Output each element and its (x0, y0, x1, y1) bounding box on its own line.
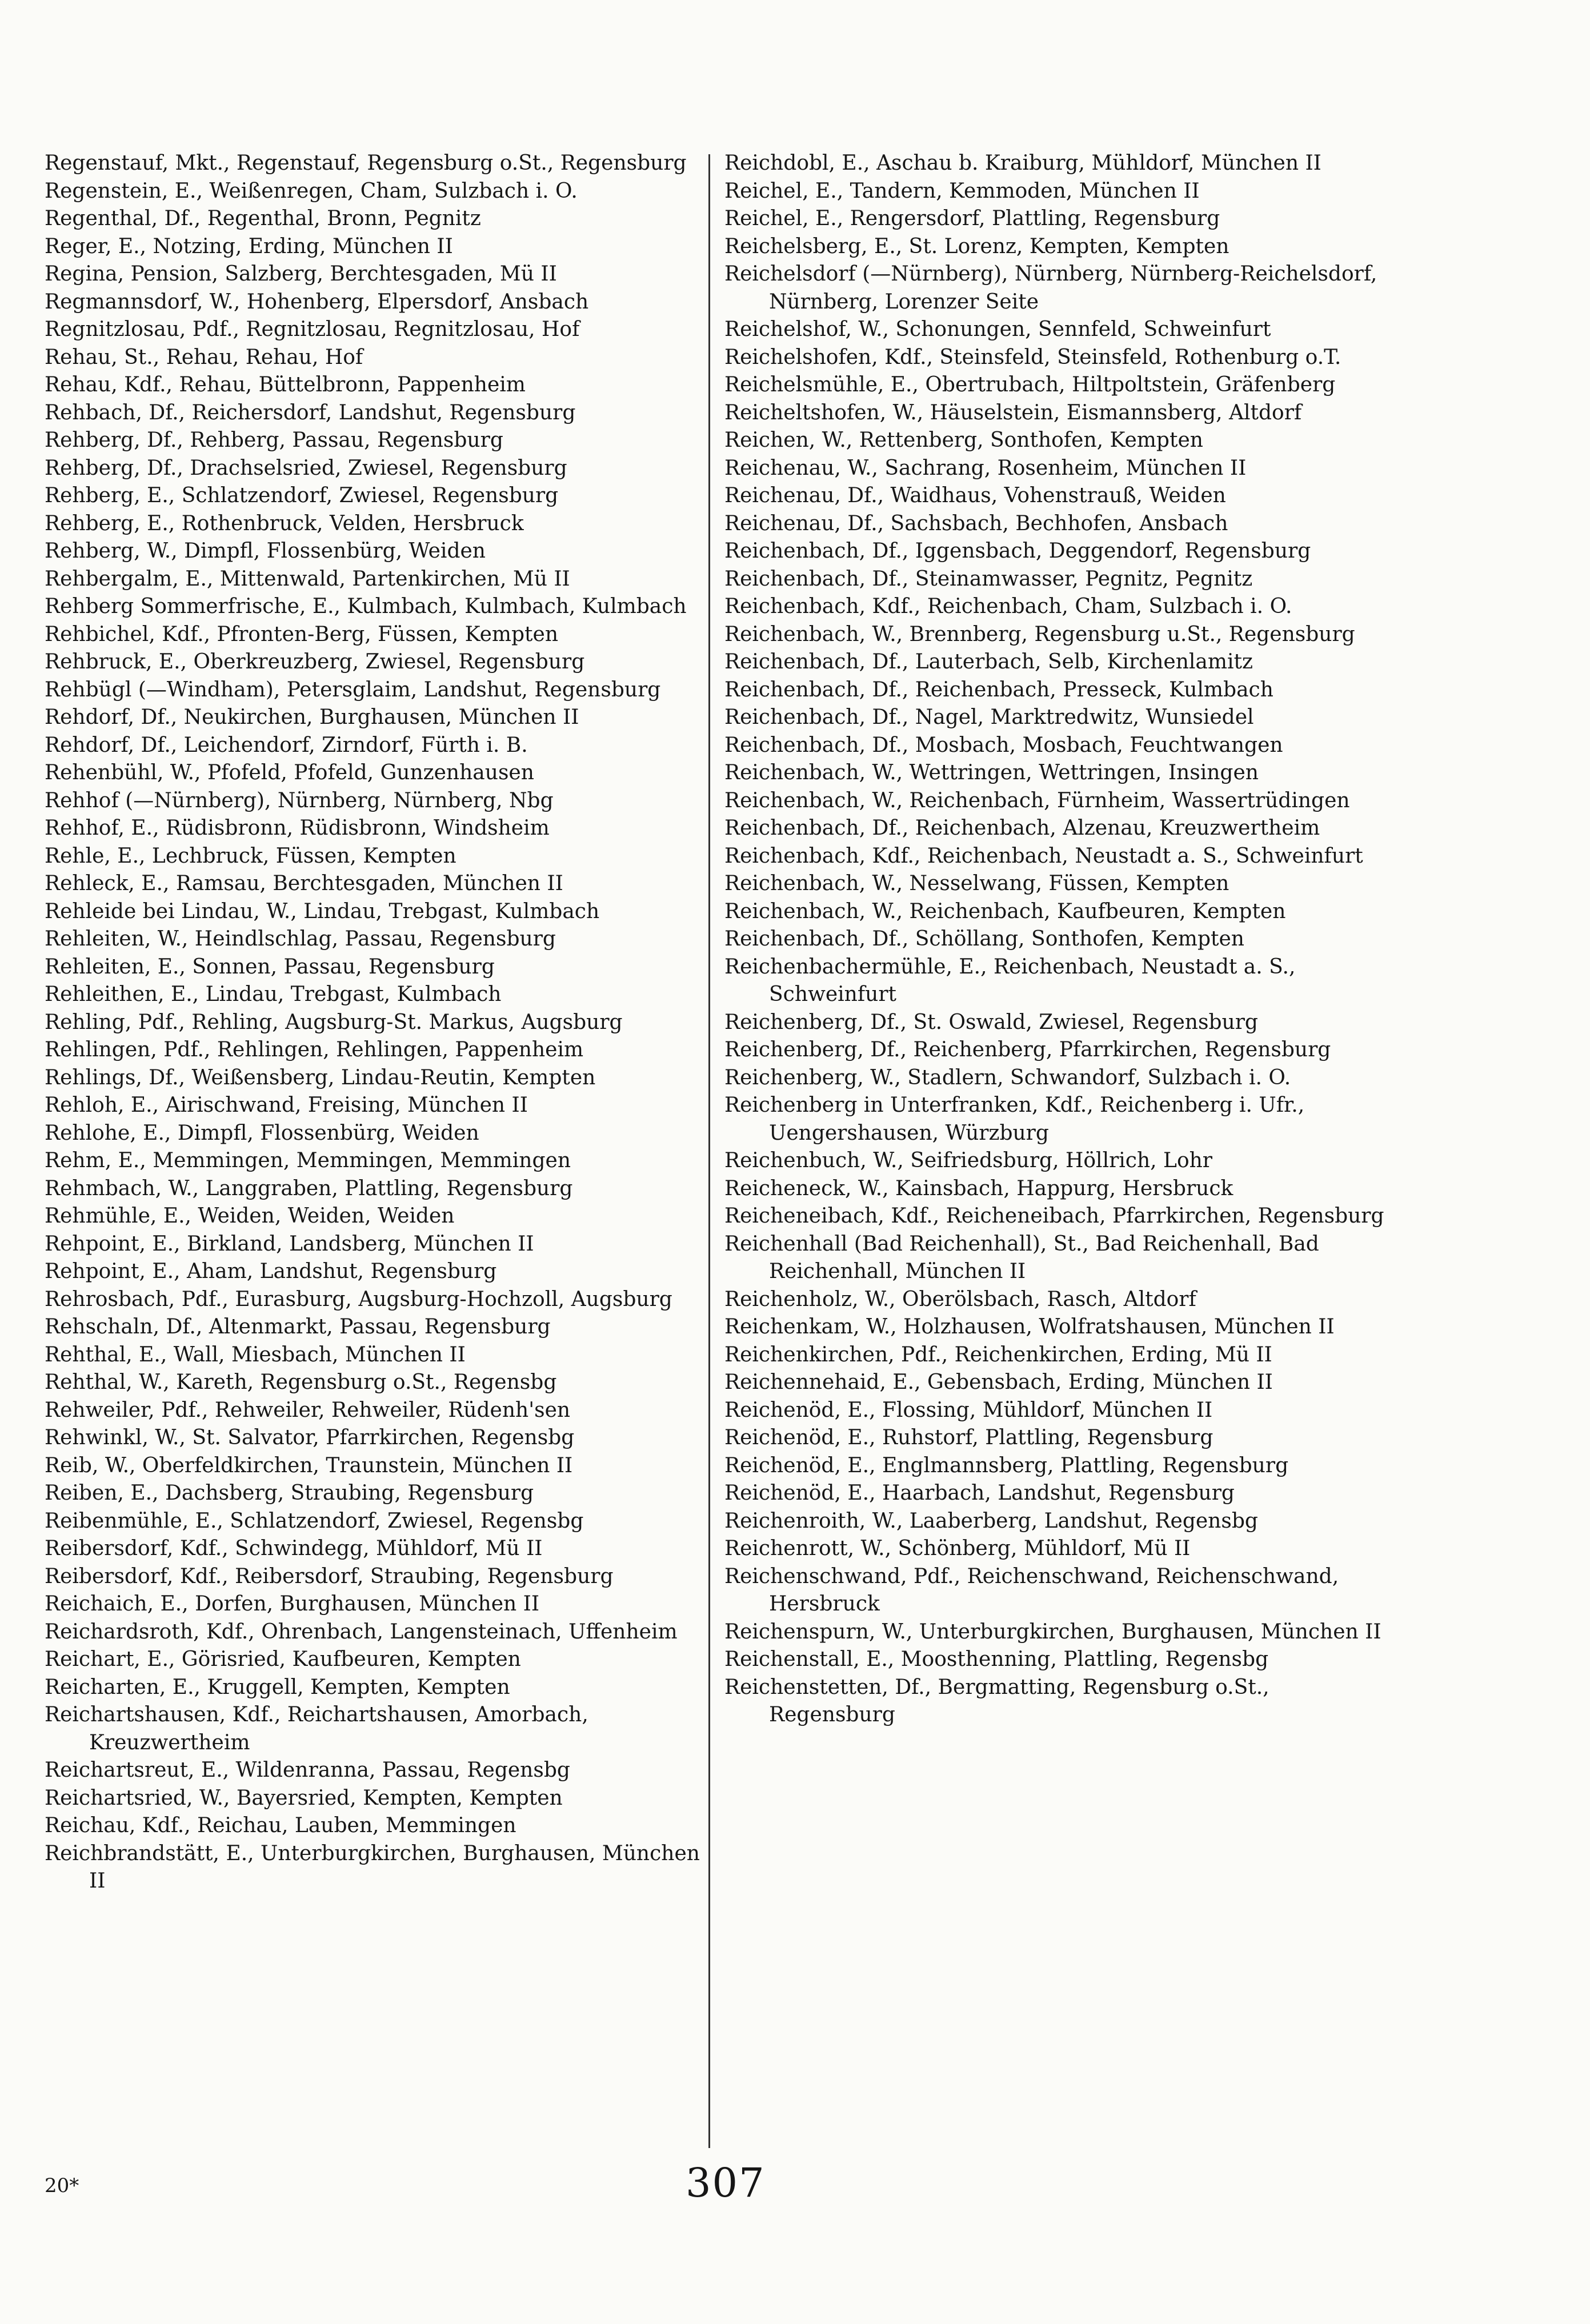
gazetteer-entry: Reichenöd, E., Ruhstorf, Plattling, Regensburg (724, 1426, 1213, 1449)
gazetteer-entry: Reibenmühle, E., Schlatzendorf, Zwiesel, Regensbg (45, 1509, 584, 1533)
gazetteer-entry: Rehle, E., Lechbruck, Füssen, Kempten (45, 844, 456, 868)
gazetteer-entry: Reicheneibach, Kdf., Reicheneibach, Pfarrkirchen, Regensburg (724, 1204, 1384, 1228)
gazetteer-entry: Rehpoint, E., Birkland, Landsberg, München II (45, 1232, 534, 1256)
gazetteer-entry: Reichelsdorf (—Nürnberg), Nürnberg, Nürnberg-Reichelsdorf, Nürnberg, Lorenzer Seite (724, 262, 1377, 314)
gazetteer-entry: Regnitzlosau, Pdf., Regnitzlosau, Regnitzlosau, Hof (45, 318, 580, 341)
gazetteer-entry: Rehleide bei Lindau, W., Lindau, Trebgast, Kulmbach (45, 899, 600, 923)
gazetteer-entry: Reichenau, Df., Waidhaus, Vohenstrauß, Weiden (724, 484, 1226, 507)
gazetteer-entry: Reichenschwand, Pdf., Reichenschwand, Reichenschwand, Hersbruck (724, 1564, 1339, 1616)
gazetteer-entry: Reichenkirchen, Pdf., Reichenkirchen, Erding, Mü II (724, 1343, 1272, 1367)
gazetteer-entry: Rehleiten, W., Heindlschlag, Passau, Regensburg (45, 927, 556, 951)
gazetteer-entry: Rehlingen, Pdf., Rehlingen, Rehlingen, Pappenheim (45, 1038, 584, 1061)
gazetteer-entry: Rehthal, E., Wall, Miesbach, München II (45, 1343, 466, 1367)
gazetteer-entry: Reichartsreut, E., Wildenranna, Passau, Regensbg (45, 1758, 570, 1782)
gazetteer-entry: Reichenbach, W., Nesselwang, Füssen, Kempten (724, 872, 1229, 895)
gazetteer-entry: Reichenberg, Df., Reichenberg, Pfarrkirchen, Regensburg (724, 1038, 1331, 1061)
gazetteer-entry: Rehling, Pdf., Rehling, Augsburg-St. Markus, Augsburg (45, 1010, 623, 1034)
gazetteer-entry: Reichenholz, W., Oberölsbach, Rasch, Altdorf (724, 1287, 1196, 1311)
gazetteer-entry: Rehberg, E., Rothenbruck, Velden, Hersbruck (45, 511, 524, 535)
gazetteer-entry: Rehberg, Df., Drachselsried, Zwiesel, Regensburg (45, 456, 567, 480)
gazetteer-entry: Rehberg, E., Schlatzendorf, Zwiesel, Regensburg (45, 484, 559, 507)
gazetteer-entry: Rehbruck, E., Oberkreuzberg, Zwiesel, Regensburg (45, 650, 585, 674)
gazetteer-entry: Reichenöd, E., Flossing, Mühldorf, München II (724, 1398, 1213, 1422)
gazetteer-entry: Reiben, E., Dachsberg, Straubing, Regensburg (45, 1481, 534, 1505)
gazetteer-entry: Reichenau, Df., Sachsbach, Bechhofen, Ansbach (724, 511, 1228, 535)
gazetteer-entry: Rehrosbach, Pdf., Eurasburg, Augsburg-Hochzoll, Augsburg (45, 1287, 672, 1311)
gazetteer-entry: Rehau, Kdf., Rehau, Büttelbronn, Pappenheim (45, 373, 526, 396)
gazetteer-entry: Reichenbach, Df., Mosbach, Mosbach, Feuchtwangen (724, 733, 1283, 757)
gazetteer-entry: Rehbügl (—Windham), Petersglaim, Landshut, Regensburg (45, 678, 661, 702)
gazetteer-entry: Reibersdorf, Kdf., Schwindegg, Mühldorf, Mü II (45, 1537, 543, 1560)
gazetteer-entry: Reichenbach, W., Brennberg, Regensburg u.St., Regensburg (724, 622, 1355, 646)
gazetteer-entry: Reichelsberg, E., St. Lorenz, Kempten, Kempten (724, 234, 1229, 258)
gazetteer-entry: Regenthal, Df., Regenthal, Bronn, Pegnitz (45, 207, 481, 230)
gazetteer-entry: Rehberg, Df., Rehberg, Passau, Regensburg (45, 428, 503, 452)
gazetteer-entry: Reichenbach, Df., Schöllang, Sonthofen, Kempten (724, 927, 1244, 951)
gazetteer-entry: Rehleiten, E., Sonnen, Passau, Regensburg (45, 955, 495, 979)
gazetteer-entry: Reichenberg, Df., St. Oswald, Zwiesel, Regensburg (724, 1010, 1258, 1034)
gazetteer-entry: Rehschaln, Df., Altenmarkt, Passau, Regensburg (45, 1315, 551, 1339)
gazetteer-entry: Rehbergalm, E., Mittenwald, Partenkirchen, Mü II (45, 567, 570, 591)
gazetteer-entry: Reichartsried, W., Bayersried, Kempten, Kempten (45, 1786, 563, 1810)
gazetteer-entry: Reichen, W., Rettenberg, Sonthofen, Kempten (724, 428, 1203, 452)
gazetteer-entry: Rehberg Sommerfrische, E., Kulmbach, Kulmbach, Kulmbach (45, 595, 687, 618)
gazetteer-entry: Rehlohe, E., Dimpfl, Flossenbürg, Weiden (45, 1121, 479, 1145)
gazetteer-entry: Reichau, Kdf., Reichau, Lauben, Memmingen (45, 1814, 516, 1837)
gazetteer-entry: Reicharten, E., Kruggell, Kempten, Kempten (45, 1675, 510, 1699)
gazetteer-entry: Reichenberg in Unterfranken, Kdf., Reichenberg i. Ufr., Uengershausen, Würzburg (724, 1093, 1305, 1145)
gazetteer-entry: Rehhof (—Nürnberg), Nürnberg, Nürnberg, Nbg (45, 788, 554, 812)
left-column (45, 150, 702, 1896)
gazetteer-entry: Reichartshausen, Kdf., Reichartshausen, Amorbach, Kreuzwertheim (45, 1703, 588, 1754)
gazetteer-entry: Reichaich, E., Dorfen, Burghausen, München II (45, 1592, 540, 1616)
gazetteer-entry: Rehpoint, E., Aham, Landshut, Regensburg (45, 1260, 497, 1283)
gazetteer-entry: Reichenhall (Bad Reichenhall), St., Bad Reichenhall, Bad Reichenhall, München II (724, 1232, 1319, 1283)
gazetteer-entry: Reichennehaid, E., Gebensbach, Erding, München II (724, 1371, 1273, 1394)
printer-signature: 20* (45, 2174, 79, 2197)
gazetteer-entry: Reichenbach, Df., Iggensbach, Deggendorf, Regensburg (724, 539, 1311, 563)
gazetteer-entry: Reichenspurn, W., Unterburgkirchen, Burghausen, München II (724, 1620, 1381, 1644)
gazetteer-entry: Rehm, E., Memmingen, Memmingen, Memmingen (45, 1149, 571, 1172)
gazetteer-entry: Reichenbach, Df., Nagel, Marktredwitz, Wunsiedel (724, 706, 1254, 729)
gazetteer-entry: Rehloh, E., Airischwand, Freising, München II (45, 1093, 528, 1117)
gazetteer-entry: Reichenbachermühle, E., Reichenbach, Neustadt a. S., Schweinfurt (724, 955, 1296, 1006)
gazetteer-entry: Rehlings, Df., Weißensberg, Lindau-Reutin, Kempten (45, 1065, 596, 1089)
gazetteer-entry: Reichenbach, Df., Reichenbach, Alzenau, Kreuzwertheim (724, 816, 1320, 840)
gazetteer-entry: Reichelshof, W., Schonungen, Sennfeld, Schweinfurt (724, 318, 1271, 341)
gazetteer-entry: Reichenbach, W., Wettringen, Wettringen, Insingen (724, 761, 1259, 784)
gazetteer-entry: Reichenau, W., Sachrang, Rosenheim, München II (724, 456, 1247, 480)
gazetteer-entry: Rehmbach, W., Langgraben, Plattling, Regensburg (45, 1176, 573, 1200)
gazetteer-entry: Reichart, E., Görisried, Kaufbeuren, Kempten (45, 1648, 521, 1671)
gazetteer-entry: Regmannsdorf, W., Hohenberg, Elpersdorf, Ansbach (45, 290, 589, 314)
gazetteer-entry: Reichenbach, Df., Lauterbach, Selb, Kirchenlamitz (724, 650, 1253, 674)
gazetteer-entry: Rehdorf, Df., Neukirchen, Burghausen, München II (45, 706, 579, 729)
right-column (724, 150, 1394, 1729)
gazetteer-entry: Rehdorf, Df., Leichendorf, Zirndorf, Fürth i. B. (45, 733, 528, 757)
gazetteer-entry: Reib, W., Oberfeldkirchen, Traunstein, München II (45, 1453, 573, 1477)
gazetteer-entry: Rehweiler, Pdf., Rehweiler, Rehweiler, Rüdenh'sen (45, 1398, 571, 1422)
column-divider (708, 154, 710, 2148)
gazetteer-entry: Regenstein, E., Weißenregen, Cham, Sulzbach i. O. (45, 179, 578, 203)
gazetteer-entry: Reichenbach, W., Reichenbach, Kaufbeuren, Kempten (724, 899, 1286, 923)
gazetteer-entry: Reichenbach, Kdf., Reichenbach, Neustadt a. S., Schweinfurt (724, 844, 1363, 868)
gazetteer-entry: Reichelsmühle, E., Obertrubach, Hiltpoltstein, Gräfenberg (724, 373, 1336, 396)
gazetteer-entry: Reichel, E., Tandern, Kemmoden, München II (724, 179, 1200, 203)
gazetteer-entry: Reicheltshofen, W., Häuselstein, Eismannsberg, Altdorf (724, 400, 1302, 424)
page-number: 307 (686, 2159, 766, 2206)
gazetteer-entry: Rehmühle, E., Weiden, Weiden, Weiden (45, 1204, 455, 1228)
gazetteer-entry: Rehberg, W., Dimpfl, Flossenbürg, Weiden (45, 539, 486, 563)
gazetteer-entry: Reichel, E., Rengersdorf, Plattling, Regensburg (724, 207, 1220, 230)
gazetteer-entry: Rehbach, Df., Reichersdorf, Landshut, Regensburg (45, 400, 576, 424)
gazetteer-entry: Reicheneck, W., Kainsbach, Happurg, Hersbruck (724, 1176, 1233, 1200)
gazetteer-entry: Rehbichel, Kdf., Pfronten-Berg, Füssen, Kempten (45, 622, 559, 646)
gazetteer-entry: Rehthal, W., Kareth, Regensburg o.St., Regensbg (45, 1371, 557, 1394)
gazetteer-entry: Reichbrandstätt, E., Unterburgkirchen, Burghausen, München II (45, 1841, 700, 1893)
gazetteer-entry: Rehau, St., Rehau, Rehau, Hof (45, 345, 363, 369)
gazetteer-entry: Rehhof, E., Rüdisbronn, Rüdisbronn, Windsheim (45, 816, 550, 840)
gazetteer-entry: Reichenroith, W., Laaberberg, Landshut, Regensbg (724, 1509, 1258, 1533)
gazetteer-entry: Reichenbach, Df., Steinamwasser, Pegnitz, Pegnitz (724, 567, 1253, 591)
gazetteer-entry: Regina, Pension, Salzberg, Berchtesgaden, Mü II (45, 262, 557, 286)
gazetteer-entry: Regenstauf, Mkt., Regenstauf, Regensburg o.St., Regensburg (45, 151, 687, 175)
gazetteer-entry: Reibersdorf, Kdf., Reibersdorf, Straubing, Regensburg (45, 1564, 614, 1588)
gazetteer-entry: Reichenbach, W., Reichenbach, Fürnheim, Wassertrüdingen (724, 788, 1350, 812)
gazetteer-entry: Rehleithen, E., Lindau, Trebgast, Kulmbach (45, 983, 502, 1006)
gazetteer-entry: Reichenstetten, Df., Bergmatting, Regensburg o.St., Regensburg (724, 1675, 1269, 1726)
gazetteer-entry: Rehleck, E., Ramsau, Berchtesgaden, München II (45, 872, 563, 895)
gazetteer-entry: Reichenöd, E., Haarbach, Landshut, Regensburg (724, 1481, 1235, 1505)
gazetteer-entry: Reichardsroth, Kdf., Ohrenbach, Langensteinach, Uffenheim (45, 1620, 678, 1644)
gazetteer-entry: Reichelshofen, Kdf., Steinsfeld, Steinsfeld, Rothenburg o.T. (724, 345, 1341, 369)
gazetteer-entry: Rehwinkl, W., St. Salvator, Pfarrkirchen, Regensbg (45, 1426, 575, 1449)
gazetteer-entry: Reichdobl, E., Aschau b. Kraiburg, Mühldorf, München II (724, 151, 1321, 175)
gazetteer-entry: Reichenstall, E., Moosthenning, Plattling, Regensbg (724, 1648, 1269, 1671)
gazetteer-entry: Reger, E., Notzing, Erding, München II (45, 234, 453, 258)
gazetteer-entry: Reichenbuch, W., Seifriedsburg, Höllrich, Lohr (724, 1149, 1213, 1172)
gazetteer-entry: Reichenbach, Kdf., Reichenbach, Cham, Sulzbach i. O. (724, 595, 1292, 618)
gazetteer-entry: Reichenbach, Df., Reichenbach, Presseck, Kulmbach (724, 678, 1273, 702)
gazetteer-entry: Reichenberg, W., Stadlern, Schwandorf, Sulzbach i. O. (724, 1065, 1291, 1089)
gazetteer-entry: Rehenbühl, W., Pfofeld, Pfofeld, Gunzenhausen (45, 761, 534, 784)
gazetteer-entry: Reichenöd, E., Englmannsberg, Plattling, Regensburg (724, 1453, 1289, 1477)
gazetteer-entry: Reichenkam, W., Holzhausen, Wolfratshausen, München II (724, 1315, 1335, 1339)
gazetteer-entry: Reichenrott, W., Schönberg, Mühldorf, Mü II (724, 1537, 1191, 1560)
